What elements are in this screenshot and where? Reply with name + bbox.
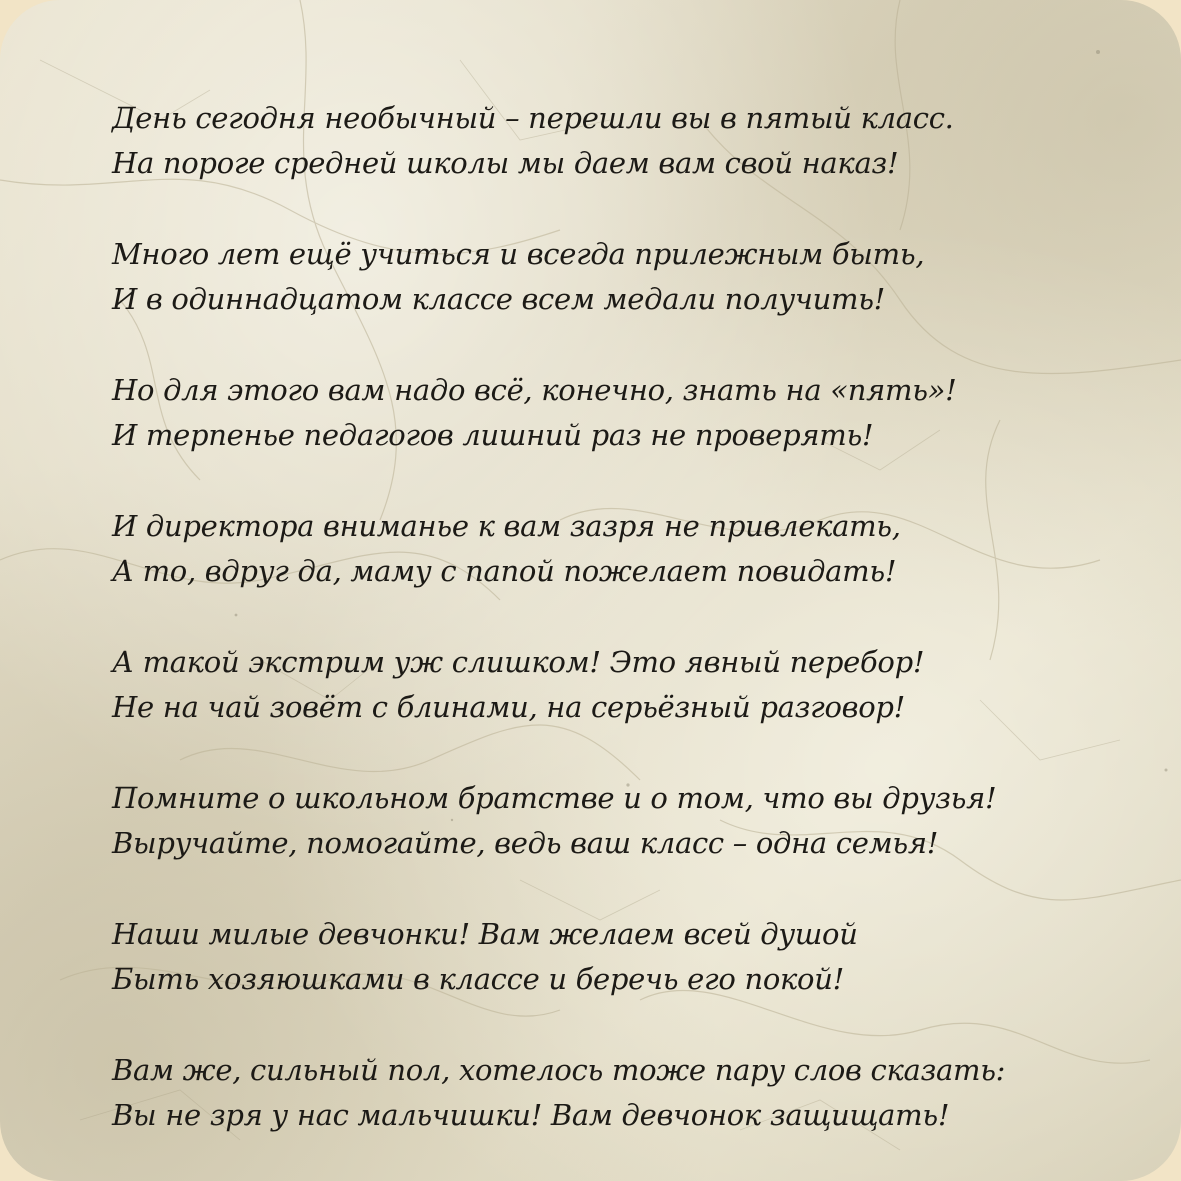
stanza-7 (112, 912, 1152, 1002)
poem-line: И директора вниманье к вам зазря не привлекать, (112, 509, 901, 543)
stanza-8 (112, 1048, 1152, 1138)
stanza-1 (112, 96, 1152, 186)
stanza-4 (112, 504, 1152, 594)
poem-line: День сегодня необычный – перешли вы в пятый класс. (112, 101, 954, 135)
poem-line: Наши милые девчонки! Вам желаем всей душой (112, 917, 858, 951)
poem-line: И в одиннадцатом классе всем медали получить! (112, 282, 886, 316)
poem (112, 96, 1152, 1181)
poem-line: На пороге средней школы мы даем вам свой наказ! (112, 146, 899, 180)
poem-line: Быть хозяюшками в классе и беречь его покой! (112, 962, 844, 996)
poem-line: Но для этого вам надо всё, конечно, знать на «пять»! (112, 373, 957, 407)
poem-line: Вам же, сильный пол, хотелось тоже пару слов сказать: (112, 1053, 1006, 1087)
poem-line: И терпенье педагогов лишний раз не проверять! (112, 418, 874, 452)
poem-line: Выручайте, помогайте, ведь ваш класс – одна семья! (112, 826, 939, 860)
poem-line: А то, вдруг да, маму с папой пожелает повидать! (112, 554, 897, 588)
stanza-6 (112, 776, 1152, 866)
poem-line: Много лет ещё учиться и всегда прилежным быть, (112, 237, 925, 271)
poem-line: Помните о школьном братстве и о том, что вы друзья! (112, 781, 997, 815)
stanza-3 (112, 368, 1152, 458)
poem-line: Вы не зря у нас мальчишки! Вам девчонок защищать! (112, 1098, 950, 1132)
poem-line: А такой экстрим уж слишком! Это явный перебор! (112, 645, 925, 679)
poem-line: Не на чай зовёт с блинами, на серьёзный разговор! (112, 690, 905, 724)
stanza-5 (112, 640, 1152, 730)
stanza-2 (112, 232, 1152, 322)
